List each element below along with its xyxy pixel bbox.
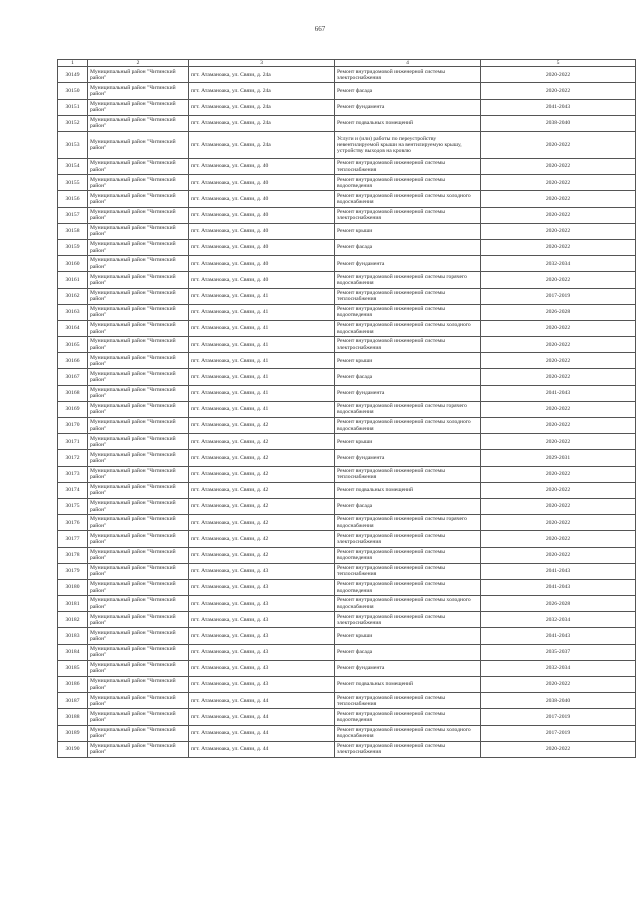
- work-type-cell: Ремонт внутридомовой инженерной системы теплоснабжения: [335, 563, 481, 579]
- table-row: [58, 353, 636, 369]
- address-cell: пгт. Атаманоака, ул. Связи, д. 42: [189, 450, 335, 466]
- work-type-cell: Ремонт фасада: [335, 83, 481, 99]
- address-cell: пгт. Атаманоака, ул. Связи, д. 24а: [189, 67, 335, 83]
- row-number-cell: 30150: [58, 83, 88, 99]
- column-header-1: 1: [58, 60, 88, 67]
- address-cell: пгт. Атаманоака, ул. Связи, д. 43: [189, 612, 335, 628]
- row-number-cell: 30163: [58, 304, 88, 320]
- municipality-cell: Муниципальный район "Читинский район": [88, 83, 189, 99]
- table-row: [58, 596, 636, 612]
- work-type-cell: Ремонт фасада: [335, 239, 481, 255]
- address-cell: пгт. Атаманоака, ул. Связи, д. 43: [189, 596, 335, 612]
- municipality-cell: Муниципальный район "Читинский район": [88, 709, 189, 725]
- row-number-cell: 30159: [58, 239, 88, 255]
- period-cell: 2038-2040: [481, 693, 636, 709]
- municipality-cell: Муниципальный район "Читинский район": [88, 337, 189, 353]
- municipality-cell: Муниципальный район "Читинский район": [88, 547, 189, 563]
- table-row: [58, 547, 636, 563]
- municipality-cell: Муниципальный район "Читинский район": [88, 628, 189, 644]
- table-row: [58, 450, 636, 466]
- row-number-cell: 30186: [58, 677, 88, 693]
- work-type-cell: Ремонт внутридомовой инженерной системы электроснабжения: [335, 531, 481, 547]
- address-cell: пгт. Атаманоака, ул. Связи, д. 41: [189, 385, 335, 401]
- period-cell: 2020-2022: [481, 401, 636, 417]
- work-type-cell: Ремонт внутридомовой инженерной системы холодного водоснабжения: [335, 418, 481, 434]
- work-type-cell: Ремонт фундамента: [335, 256, 481, 272]
- address-cell: пгт. Атаманоака, ул. Связи, д. 42: [189, 547, 335, 563]
- municipality-cell: Муниципальный район "Читинский район": [88, 596, 189, 612]
- period-cell: 2017-2019: [481, 709, 636, 725]
- address-cell: пгт. Атаманоака, ул. Связи, д. 42: [189, 515, 335, 531]
- header-row: [58, 60, 636, 67]
- period-cell: 2029-2031: [481, 450, 636, 466]
- municipality-cell: Муниципальный район "Читинский район": [88, 207, 189, 223]
- municipality-cell: Муниципальный район "Читинский район": [88, 99, 189, 115]
- row-number-cell: 30149: [58, 67, 88, 83]
- work-type-cell: Ремонт крыши: [335, 353, 481, 369]
- work-type-cell: Ремонт внутридомовой инженерной системы горячего водоснабжения: [335, 515, 481, 531]
- row-number-cell: 30164: [58, 320, 88, 336]
- address-cell: пгт. Атаманоака, ул. Связи, д. 24а: [189, 99, 335, 115]
- work-type-cell: Ремонт внутридомовой инженерной системы электроснабжения: [335, 612, 481, 628]
- address-cell: пгт. Атаманоака, ул. Связи, д. 42: [189, 531, 335, 547]
- table-row: [58, 563, 636, 579]
- municipality-cell: Муниципальный район "Читинский район": [88, 239, 189, 255]
- municipality-cell: Муниципальный район "Читинский район": [88, 498, 189, 514]
- table-row: [58, 256, 636, 272]
- table-body: [58, 67, 636, 758]
- column-header-4: 4: [335, 60, 481, 67]
- period-cell: 2041-2043: [481, 385, 636, 401]
- row-number-cell: 30183: [58, 628, 88, 644]
- period-cell: 2020-2022: [481, 159, 636, 175]
- work-type-cell: Ремонт внутридомовой инженерной системы горячего водоснабжения: [335, 272, 481, 288]
- period-cell: 2041-2043: [481, 628, 636, 644]
- municipality-cell: Муниципальный район "Читинский район": [88, 256, 189, 272]
- address-cell: пгт. Атаманоака, ул. Связи, д. 40: [189, 191, 335, 207]
- row-number-cell: 30157: [58, 207, 88, 223]
- period-cell: 2032-2034: [481, 612, 636, 628]
- row-number-cell: 30166: [58, 353, 88, 369]
- municipality-cell: Муниципальный район "Читинский район": [88, 385, 189, 401]
- municipality-cell: Муниципальный район "Читинский район": [88, 515, 189, 531]
- table-row: [58, 159, 636, 175]
- municipality-cell: Муниципальный район "Читинский район": [88, 612, 189, 628]
- table-row: [58, 628, 636, 644]
- row-number-cell: 30167: [58, 369, 88, 385]
- period-cell: 2032-2034: [481, 256, 636, 272]
- address-cell: пгт. Атаманоака, ул. Связи, д. 40: [189, 272, 335, 288]
- period-cell: 2032-2034: [481, 660, 636, 676]
- period-cell: 2020-2022: [481, 418, 636, 434]
- row-number-cell: 30161: [58, 272, 88, 288]
- row-number-cell: 30170: [58, 418, 88, 434]
- column-header-3: 3: [189, 60, 335, 67]
- address-cell: пгт. Атаманоака, ул. Связи, д. 42: [189, 418, 335, 434]
- row-number-cell: 30172: [58, 450, 88, 466]
- table-row: [58, 401, 636, 417]
- table-row: [58, 288, 636, 304]
- row-number-cell: 30180: [58, 579, 88, 595]
- municipality-cell: Муниципальный район "Читинский район": [88, 67, 189, 83]
- table-row: [58, 304, 636, 320]
- row-number-cell: 30178: [58, 547, 88, 563]
- row-number-cell: 30176: [58, 515, 88, 531]
- period-cell: 2020-2022: [481, 369, 636, 385]
- table-row: [58, 725, 636, 741]
- address-cell: пгт. Атаманоака, ул. Связи, д. 43: [189, 579, 335, 595]
- work-type-cell: Ремонт фундамента: [335, 450, 481, 466]
- row-number-cell: 30187: [58, 693, 88, 709]
- address-cell: пгт. Атаманоака, ул. Связи, д. 41: [189, 288, 335, 304]
- period-cell: 2041-2043: [481, 563, 636, 579]
- table-row: [58, 709, 636, 725]
- row-number-cell: 30179: [58, 563, 88, 579]
- address-cell: пгт. Атаманоака, ул. Связи, д. 42: [189, 434, 335, 450]
- column-header-5: 5: [481, 60, 636, 67]
- row-number-cell: 30189: [58, 725, 88, 741]
- work-type-cell: Ремонт внутридомовой инженерной системы теплоснабжения: [335, 693, 481, 709]
- table-row: [58, 677, 636, 693]
- work-type-cell: Ремонт внутридомовой инженерной системы теплоснабжения: [335, 288, 481, 304]
- row-number-cell: 30174: [58, 482, 88, 498]
- work-type-cell: Ремонт фасада: [335, 369, 481, 385]
- period-cell: 2020-2022: [481, 741, 636, 757]
- municipality-cell: Муниципальный район "Читинский район": [88, 223, 189, 239]
- row-number-cell: 30155: [58, 175, 88, 191]
- row-number-cell: 30154: [58, 159, 88, 175]
- table-row: [58, 320, 636, 336]
- table-row: [58, 207, 636, 223]
- address-cell: пгт. Атаманоака, ул. Связи, д. 41: [189, 369, 335, 385]
- address-cell: пгт. Атаманоака, ул. Связи, д. 40: [189, 239, 335, 255]
- period-cell: 2020-2022: [481, 83, 636, 99]
- work-type-cell: Ремонт внутридомовой инженерной системы водоотведения: [335, 709, 481, 725]
- period-cell: 2020-2022: [481, 272, 636, 288]
- table-row: [58, 612, 636, 628]
- row-number-cell: 30160: [58, 256, 88, 272]
- address-cell: пгт. Атаманоака, ул. Связи, д. 43: [189, 563, 335, 579]
- table-row: [58, 191, 636, 207]
- address-cell: пгт. Атаманоака, ул. Связи, д. 40: [189, 223, 335, 239]
- municipality-cell: Муниципальный район "Читинский район": [88, 660, 189, 676]
- table-row: [58, 239, 636, 255]
- work-type-cell: Ремонт внутридомовой инженерной системы водоотведения: [335, 579, 481, 595]
- row-number-cell: 30153: [58, 132, 88, 159]
- work-type-cell: Ремонт внутридомовой инженерной системы холодного водоснабжения: [335, 725, 481, 741]
- municipality-cell: Муниципальный район "Читинский район": [88, 272, 189, 288]
- municipality-cell: Муниципальный район "Читинский район": [88, 434, 189, 450]
- address-cell: пгт. Атаманоака, ул. Связи, д. 40: [189, 175, 335, 191]
- municipality-cell: Муниципальный район "Читинский район": [88, 288, 189, 304]
- period-cell: 2026-2028: [481, 596, 636, 612]
- work-type-cell: Ремонт внутридомовой инженерной системы холодного водоснабжения: [335, 596, 481, 612]
- table-row: [58, 223, 636, 239]
- municipality-cell: Муниципальный район "Читинский район": [88, 320, 189, 336]
- work-type-cell: Ремонт внутридомовой инженерной системы горячего водоснабжения: [335, 401, 481, 417]
- work-type-cell: Ремонт подвальных помещений: [335, 482, 481, 498]
- period-cell: 2017-2019: [481, 288, 636, 304]
- table-row: [58, 741, 636, 757]
- row-number-cell: 30173: [58, 466, 88, 482]
- row-number-cell: 30165: [58, 337, 88, 353]
- table-row: [58, 83, 636, 99]
- table-row: [58, 515, 636, 531]
- row-number-cell: 30152: [58, 115, 88, 131]
- address-cell: пгт. Атаманоака, ул. Связи, д. 42: [189, 498, 335, 514]
- work-type-cell: Ремонт внутридомовой инженерной системы водоотведения: [335, 547, 481, 563]
- capital-repair-table: [57, 59, 636, 758]
- municipality-cell: Муниципальный район "Читинский район": [88, 159, 189, 175]
- work-type-cell: Ремонт подвальных помещений: [335, 677, 481, 693]
- row-number-cell: 30181: [58, 596, 88, 612]
- municipality-cell: Муниципальный район "Читинский район": [88, 579, 189, 595]
- row-number-cell: 30177: [58, 531, 88, 547]
- work-type-cell: Ремонт подвальных помещений: [335, 115, 481, 131]
- address-cell: пгт. Атаманоака, ул. Связи, д. 41: [189, 353, 335, 369]
- period-cell: 2020-2022: [481, 132, 636, 159]
- address-cell: пгт. Атаманоака, ул. Связи, д. 43: [189, 628, 335, 644]
- table-row: [58, 132, 636, 159]
- work-type-cell: Ремонт внутридомовой инженерной системы водоотведения: [335, 175, 481, 191]
- row-number-cell: 30184: [58, 644, 88, 660]
- municipality-cell: Муниципальный район "Читинский район": [88, 353, 189, 369]
- address-cell: пгт. Атаманоака, ул. Связи, д. 44: [189, 741, 335, 757]
- table-row: [58, 115, 636, 131]
- period-cell: 2041-2043: [481, 99, 636, 115]
- work-type-cell: Ремонт внутридомовой инженерной системы теплоснабжения: [335, 466, 481, 482]
- period-cell: 2020-2022: [481, 207, 636, 223]
- row-number-cell: 30158: [58, 223, 88, 239]
- period-cell: 2020-2022: [481, 239, 636, 255]
- period-cell: 2020-2022: [481, 353, 636, 369]
- work-type-cell: Ремонт фасада: [335, 644, 481, 660]
- municipality-cell: Муниципальный район "Читинский район": [88, 677, 189, 693]
- work-type-cell: Ремонт внутридомовой инженерной системы холодного водоснабжения: [335, 320, 481, 336]
- address-cell: пгт. Атаманоака, ул. Связи, д. 41: [189, 304, 335, 320]
- address-cell: пгт. Атаманоака, ул. Связи, д. 41: [189, 401, 335, 417]
- period-cell: 2038-2040: [481, 115, 636, 131]
- period-cell: 2020-2022: [481, 191, 636, 207]
- period-cell: 2020-2022: [481, 547, 636, 563]
- municipality-cell: Муниципальный район "Читинский район": [88, 563, 189, 579]
- address-cell: пгт. Атаманоака, ул. Связи, д. 24а: [189, 83, 335, 99]
- work-type-cell: Ремонт внутридомовой инженерной системы электроснабжения: [335, 207, 481, 223]
- address-cell: пгт. Атаманоака, ул. Связи, д. 40: [189, 159, 335, 175]
- period-cell: 2026-2028: [481, 304, 636, 320]
- address-cell: пгт. Атаманоака, ул. Связи, д. 40: [189, 256, 335, 272]
- address-cell: пгт. Атаманоака, ул. Связи, д. 44: [189, 693, 335, 709]
- work-type-cell: Ремонт крыши: [335, 223, 481, 239]
- municipality-cell: Муниципальный район "Читинский район": [88, 693, 189, 709]
- row-number-cell: 30175: [58, 498, 88, 514]
- work-type-cell: Услуги и (или) работы по переустройству невентилируемой крыши на вентилируемую крышу, устройству выходов на кровлю: [335, 132, 481, 159]
- row-number-cell: 30168: [58, 385, 88, 401]
- period-cell: 2020-2022: [481, 67, 636, 83]
- address-cell: пгт. Атаманоака, ул. Связи, д. 40: [189, 207, 335, 223]
- address-cell: пгт. Атаманоака, ул. Связи, д. 41: [189, 337, 335, 353]
- municipality-cell: Муниципальный район "Читинский район": [88, 741, 189, 757]
- period-cell: 2020-2022: [481, 466, 636, 482]
- table-row: [58, 531, 636, 547]
- municipality-cell: Муниципальный район "Читинский район": [88, 725, 189, 741]
- table-row: [58, 693, 636, 709]
- period-cell: 2020-2022: [481, 515, 636, 531]
- table-row: [58, 369, 636, 385]
- row-number-cell: 30162: [58, 288, 88, 304]
- municipality-cell: Муниципальный район "Читинский район": [88, 531, 189, 547]
- row-number-cell: 30190: [58, 741, 88, 757]
- table-row: [58, 418, 636, 434]
- period-cell: 2020-2022: [481, 337, 636, 353]
- table-row: [58, 67, 636, 83]
- address-cell: пгт. Атаманоака, ул. Связи, д. 44: [189, 725, 335, 741]
- municipality-cell: Муниципальный район "Читинский район": [88, 369, 189, 385]
- row-number-cell: 30169: [58, 401, 88, 417]
- period-cell: 2020-2022: [481, 434, 636, 450]
- municipality-cell: Муниципальный район "Читинский район": [88, 132, 189, 159]
- table-row: [58, 337, 636, 353]
- table-row: [58, 482, 636, 498]
- row-number-cell: 30185: [58, 660, 88, 676]
- municipality-cell: Муниципальный район "Читинский район": [88, 418, 189, 434]
- period-cell: 2020-2022: [481, 498, 636, 514]
- municipality-cell: Муниципальный район "Читинский район": [88, 304, 189, 320]
- table-row: [58, 99, 636, 115]
- municipality-cell: Муниципальный район "Читинский район": [88, 175, 189, 191]
- work-type-cell: Ремонт фундамента: [335, 660, 481, 676]
- row-number-cell: 30156: [58, 191, 88, 207]
- work-type-cell: Ремонт внутридомовой инженерной системы теплоснабжения: [335, 159, 481, 175]
- address-cell: пгт. Атаманоака, ул. Связи, д. 44: [189, 709, 335, 725]
- period-cell: 2020-2022: [481, 482, 636, 498]
- work-type-cell: Ремонт внутридомовой инженерной системы водоотведения: [335, 304, 481, 320]
- municipality-cell: Муниципальный район "Читинский район": [88, 466, 189, 482]
- work-type-cell: Ремонт фасада: [335, 498, 481, 514]
- page-number: 667: [314, 25, 326, 33]
- period-cell: 2020-2022: [481, 531, 636, 547]
- row-number-cell: 30151: [58, 99, 88, 115]
- period-cell: 2020-2022: [481, 320, 636, 336]
- row-number-cell: 30188: [58, 709, 88, 725]
- address-cell: пгт. Атаманоака, ул. Связи, д. 43: [189, 644, 335, 660]
- address-cell: пгт. Атаманоака, ул. Связи, д. 43: [189, 677, 335, 693]
- work-type-cell: Ремонт внутридомовой инженерной системы электроснабжения: [335, 67, 481, 83]
- row-number-cell: 30182: [58, 612, 88, 628]
- work-type-cell: Ремонт крыши: [335, 434, 481, 450]
- work-type-cell: Ремонт внутридомовой инженерной системы холодного водоснабжения: [335, 191, 481, 207]
- table-row: [58, 272, 636, 288]
- row-number-cell: 30171: [58, 434, 88, 450]
- municipality-cell: Муниципальный район "Читинский район": [88, 191, 189, 207]
- address-cell: пгт. Атаманоака, ул. Связи, д. 41: [189, 320, 335, 336]
- municipality-cell: Муниципальный район "Читинский район": [88, 644, 189, 660]
- work-type-cell: Ремонт крыши: [335, 628, 481, 644]
- municipality-cell: Муниципальный район "Читинский район": [88, 401, 189, 417]
- table-row: [58, 175, 636, 191]
- table-row: [58, 644, 636, 660]
- period-cell: 2020-2022: [481, 677, 636, 693]
- period-cell: 2017-2019: [481, 725, 636, 741]
- table-row: [58, 498, 636, 514]
- period-cell: 2035-2037: [481, 644, 636, 660]
- address-cell: пгт. Атаманоака, ул. Связи, д. 24а: [189, 132, 335, 159]
- table-row: [58, 579, 636, 595]
- address-cell: пгт. Атаманоака, ул. Связи, д. 24а: [189, 115, 335, 131]
- municipality-cell: Муниципальный район "Читинский район": [88, 115, 189, 131]
- work-type-cell: Ремонт внутридомовой инженерной системы электроснабжения: [335, 337, 481, 353]
- municipality-cell: Муниципальный район "Читинский район": [88, 482, 189, 498]
- municipality-cell: Муниципальный район "Читинский район": [88, 450, 189, 466]
- table-row: [58, 434, 636, 450]
- address-cell: пгт. Атаманоака, ул. Связи, д. 42: [189, 466, 335, 482]
- table-row: [58, 385, 636, 401]
- work-type-cell: Ремонт фундамента: [335, 385, 481, 401]
- address-cell: пгт. Атаманоака, ул. Связи, д. 43: [189, 660, 335, 676]
- address-cell: пгт. Атаманоака, ул. Связи, д. 42: [189, 482, 335, 498]
- period-cell: 2020-2022: [481, 175, 636, 191]
- period-cell: 2020-2022: [481, 223, 636, 239]
- column-header-2: 2: [88, 60, 189, 67]
- period-cell: 2041-2043: [481, 579, 636, 595]
- table-row: [58, 466, 636, 482]
- work-type-cell: Ремонт фундамента: [335, 99, 481, 115]
- table-row: [58, 660, 636, 676]
- work-type-cell: Ремонт внутридомовой инженерной системы электроснабжения: [335, 741, 481, 757]
